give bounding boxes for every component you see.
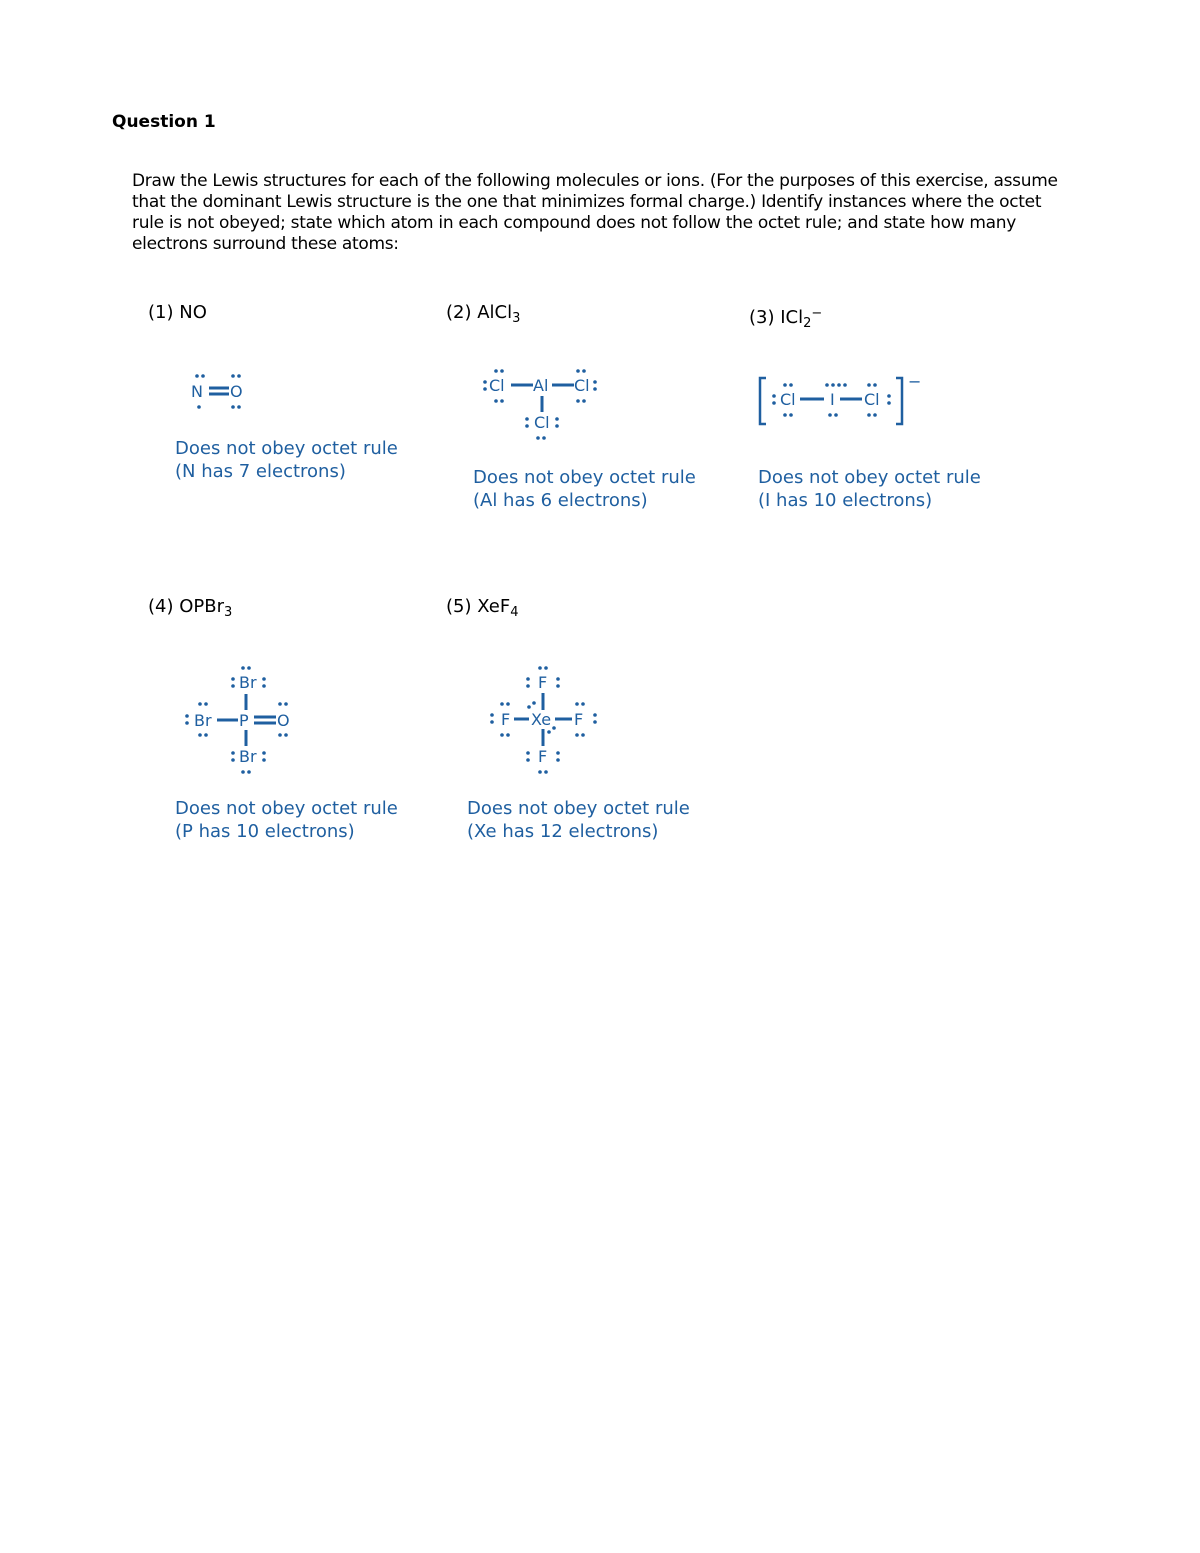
atom-o: O [230, 382, 243, 401]
lewis-structure-icl2-minus [756, 372, 926, 432]
question-title: Question 1 [112, 112, 216, 132]
lewis-structure-no [180, 368, 260, 418]
lewis-structure-xef4 [484, 660, 614, 780]
atom-br-top: Br [239, 673, 257, 692]
item-4-label: (4) OPBr$_3$ [148, 596, 233, 620]
atom-xe: Xe [531, 710, 552, 729]
item-4-answer: Does not obey octet rule (P has 10 electrons) [175, 798, 398, 842]
atom-i: I [830, 390, 835, 409]
item-2-label: (2) AlCl$_3$ [446, 302, 521, 326]
atom-al: Al [533, 376, 549, 395]
lewis-structure-alcl3 [478, 362, 608, 444]
atom-f-top: F [538, 673, 548, 692]
atom-cl-right: Cl [864, 390, 880, 409]
atom-br-left: Br [194, 711, 212, 730]
item-1-label: (1) NO [148, 302, 207, 323]
item-2-answer: Does not obey octet rule (Al has 6 electrons) [473, 467, 696, 511]
atom-f-left: F [501, 710, 511, 729]
atom-cl-left: Cl [489, 376, 505, 395]
lewis-structure-opbr3 [180, 660, 300, 780]
item-3-label: (3) ICl$_2$− [749, 306, 823, 331]
atom-br-bottom: Br [239, 747, 257, 766]
atom-o: O [277, 711, 290, 730]
item-1-answer: Does not obey octet rule (N has 7 electrons) [175, 438, 398, 482]
atom-p: P [239, 711, 249, 730]
atom-f-bottom: F [538, 747, 548, 766]
item-5-answer: Does not obey octet rule (Xe has 12 electrons) [467, 798, 690, 842]
atom-cl-left: Cl [780, 390, 796, 409]
question-instructions: Draw the Lewis structures for each of the following molecules or ions. (For the purposes of this exercise, assume that the dominant Lewis structure is the one that minimizes formal charge.) Identify instances where the octet rule is not obeyed; state which atom in each compound does not follow the octet rule; and state how many electrons surround these atoms: [132, 171, 1058, 254]
atom-n: N [191, 382, 203, 401]
atom-cl-right: Cl [574, 376, 590, 395]
item-3-answer: Does not obey octet rule (I has 10 electrons) [758, 467, 981, 511]
ion-charge: − [908, 372, 922, 391]
atom-f-right: F [574, 710, 584, 729]
item-5-label: (5) XeF$_4$ [446, 596, 519, 620]
atom-cl-bottom: Cl [534, 413, 550, 432]
